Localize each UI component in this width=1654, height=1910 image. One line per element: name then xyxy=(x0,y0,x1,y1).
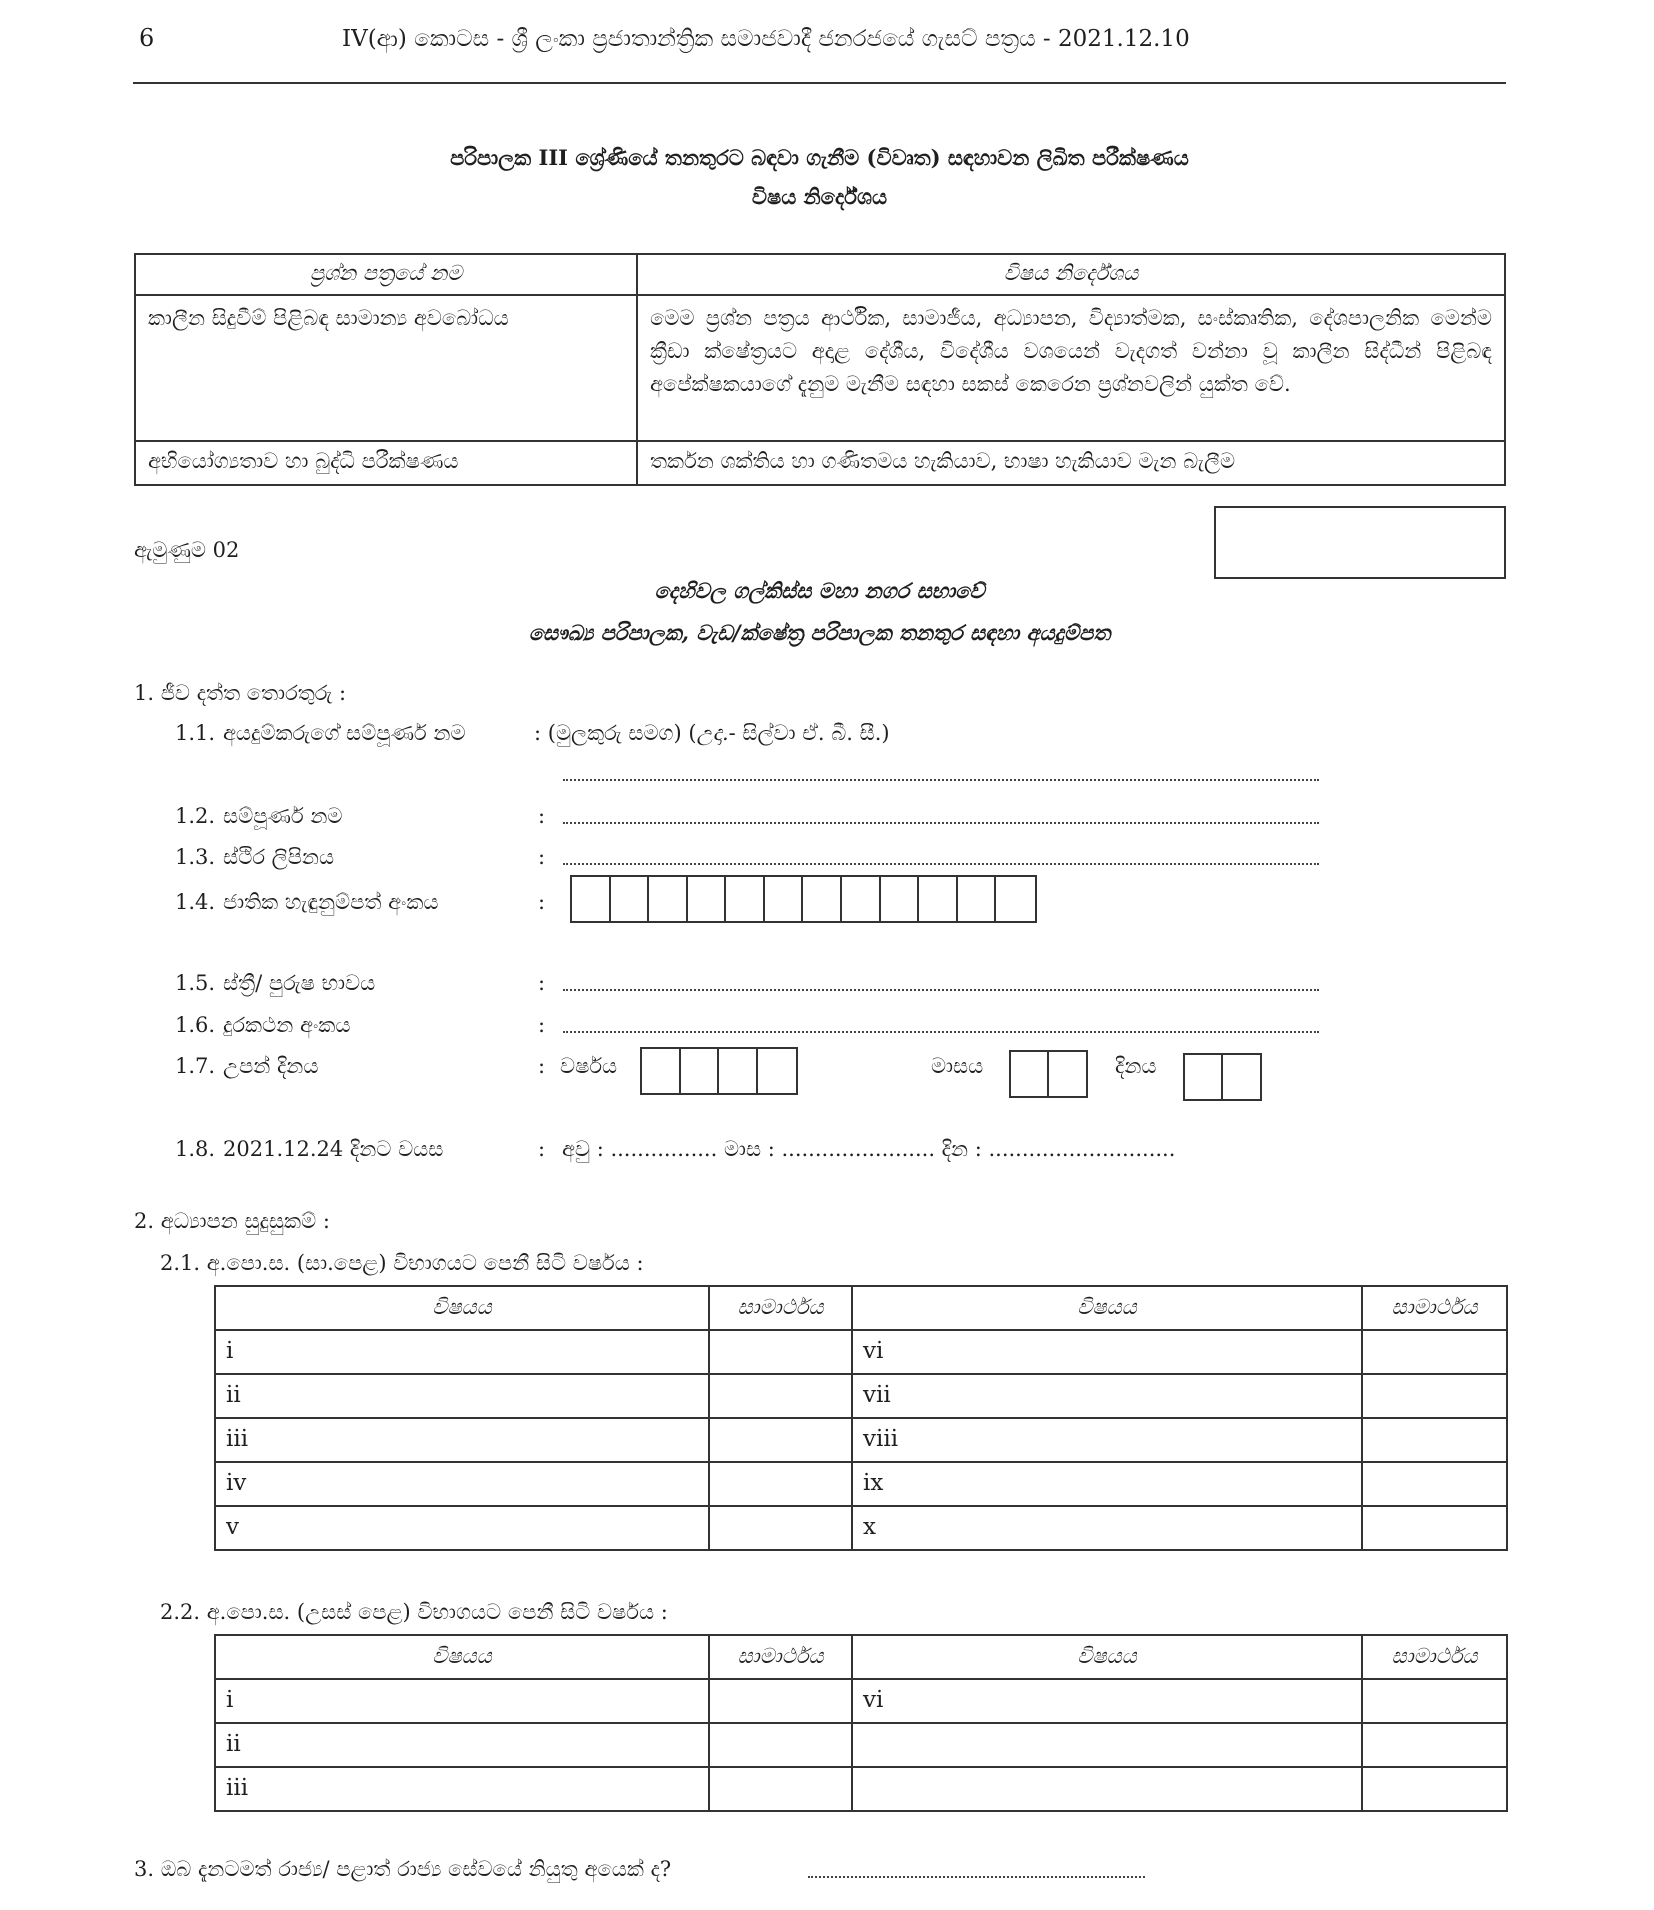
grade-cell[interactable] xyxy=(1362,1418,1507,1462)
column-header: සාමාර්ථය xyxy=(1362,1635,1507,1679)
age-fields[interactable]: අවු : ................ මාස : ....................... දින : ............................ xyxy=(562,1137,1176,1161)
phone-input[interactable] xyxy=(563,1031,1319,1033)
field-label-nic: ජාතික හැඳුනුම්පත් අංකය xyxy=(223,890,439,914)
birth-year-boxes[interactable] xyxy=(640,1047,798,1095)
field-label-full-name: සම්පූර්ණ නම xyxy=(223,804,343,828)
field-colon: : xyxy=(538,1054,546,1078)
grade-cell[interactable] xyxy=(709,1374,852,1418)
council-name: දෙහිවල ගල්කිස්ස මහා නගර සභාවේ xyxy=(654,578,985,603)
field-number: 1.4. xyxy=(175,890,216,914)
syllabus-text: තර්කන ශක්තිය හා ගණිතමය හැකියාව, භාෂා හැකියාව මැන බැලීම xyxy=(637,441,1505,485)
grade-cell[interactable] xyxy=(709,1506,852,1550)
subject-cell[interactable]: iii xyxy=(215,1767,709,1811)
column-header: විෂයය xyxy=(215,1286,709,1330)
grade-cell[interactable] xyxy=(1362,1374,1507,1418)
column-header: ප්‍රශ්න පත්‍රයේ නම xyxy=(135,254,637,295)
year-label: වර්ෂය xyxy=(560,1054,618,1078)
grade-cell[interactable] xyxy=(709,1418,852,1462)
field-number: 1.5. xyxy=(175,971,216,995)
paper-name: කාලීන සිදුවීම් පිළිබඳ සාමාන්‍ය අවබෝධය xyxy=(135,295,637,441)
syllabus-text: මෙම ප්‍රශ්න පත්‍රය ආර්ථික, සාමාජීය, අධ්‍යාපන, විද්‍යාත්මක, සංස්කෘතික, දේශපාලනික මෙන්ම ක්‍රීඩා ක්ෂේත්‍රයට අදාළ දේශීය, විදේශීය වශයෙන් වැදගත් වන්නා වූ කාලීන සිද්ධීන් පිළිබඳ අපේක්ෂකයාගේ දැනුම මැනීම සඳහා සකස් කෙරෙන ප්‍රශ්නවලින් යුක්ත වේ. xyxy=(637,295,1505,441)
field-colon: : xyxy=(538,890,546,914)
field-number: 1.6. xyxy=(175,1013,216,1037)
annex-label: ඇමුණුම 02 xyxy=(134,538,240,562)
field-label-age: 2021.12.24 දිනට වයස xyxy=(223,1137,444,1161)
field-number: 1.2. xyxy=(175,804,216,828)
birth-day-boxes[interactable] xyxy=(1183,1053,1262,1101)
subject-cell[interactable]: ii xyxy=(215,1374,709,1418)
field-colon: : xyxy=(538,804,546,828)
subject-cell[interactable]: iii xyxy=(215,1418,709,1462)
column-header: සාමාර්ථය xyxy=(709,1635,852,1679)
grade-cell[interactable] xyxy=(709,1679,852,1723)
section-2-heading: 2. අධ්‍යාපන සුදුසුකම් : xyxy=(134,1209,330,1233)
field-label-dob: උපන් දිනය xyxy=(223,1054,319,1078)
grade-cell[interactable] xyxy=(1362,1330,1507,1374)
grade-cell[interactable] xyxy=(709,1330,852,1374)
form-title: සෞඛ්‍ය පරිපාලක, වැඩ/ක්ෂේත්‍ර පරිපාලක තනතුර සඳහා අයදුම්පත xyxy=(528,620,1111,645)
column-header: සාමාර්ථය xyxy=(709,1286,852,1330)
field-number: 1.1. xyxy=(175,721,216,745)
field-colon: : xyxy=(538,1013,546,1037)
subject-cell[interactable]: ii xyxy=(215,1723,709,1767)
page-number: 6 xyxy=(139,24,155,52)
subject-cell[interactable]: x xyxy=(852,1506,1362,1550)
section-1-heading: 1. ජීව දත්ත තොරතුරු : xyxy=(134,681,347,705)
field-label-phone: දුරකථන අංකය xyxy=(223,1013,351,1037)
running-title: IV(ආ) කොටස - ශ්‍රී ලංකා ප්‍රජාතාන්ත්‍රික සමාජවාදී ජනරජයේ ගැසට් පත්‍රය - 2021.12.10 xyxy=(342,26,1190,52)
exam-title: පරිපාලක III ශ්‍රේණියේ තනතුරට බඳවා ගැනීම (විවෘත) සඳහාවන ලිඛිත පරීක්ෂණය xyxy=(450,145,1189,170)
field-colon: : xyxy=(538,1137,546,1161)
office-use-box xyxy=(1214,506,1506,579)
subject-cell[interactable]: viii xyxy=(852,1418,1362,1462)
al-results-table xyxy=(214,1634,1508,1812)
table-row xyxy=(215,1679,1507,1723)
permanent-address-input[interactable] xyxy=(563,863,1319,865)
subject-cell[interactable]: ix xyxy=(852,1462,1362,1506)
grade-cell[interactable] xyxy=(1362,1679,1507,1723)
field-label-gender: ස්ත්‍රී/ පුරුෂ භාවය xyxy=(223,971,376,995)
table-row xyxy=(215,1723,1507,1767)
subject-cell[interactable] xyxy=(852,1767,1362,1811)
government-service-answer-input[interactable] xyxy=(808,1876,1145,1878)
table-row xyxy=(215,1330,1507,1374)
subject-cell[interactable]: v xyxy=(215,1506,709,1550)
grade-cell[interactable] xyxy=(709,1723,852,1767)
subject-cell[interactable]: i xyxy=(215,1330,709,1374)
grade-cell[interactable] xyxy=(709,1462,852,1506)
field-note xyxy=(534,721,890,746)
field-colon: : xyxy=(538,845,546,869)
al-heading: 2.2. අ.පො.ස. (උසස් පෙළ) විභාගයට පෙනී සිටි වර්ෂය : xyxy=(160,1600,668,1624)
note-text: : (මුලකුරු සමග) ( xyxy=(534,721,697,745)
table-row xyxy=(215,1418,1507,1462)
birth-month-boxes[interactable] xyxy=(1009,1050,1088,1098)
field-label-address: ස්ථිර ලිපිනය xyxy=(223,845,335,869)
column-header: විෂයය xyxy=(215,1635,709,1679)
column-header: විෂයය xyxy=(852,1635,1362,1679)
day-label: දිනය xyxy=(1115,1054,1157,1078)
field-colon: : xyxy=(538,971,546,995)
subject-cell[interactable]: iv xyxy=(215,1462,709,1506)
full-name-initials-input[interactable] xyxy=(563,779,1319,781)
grade-cell[interactable] xyxy=(1362,1767,1507,1811)
subject-cell[interactable]: vi xyxy=(852,1679,1362,1723)
field-number: 1.3. xyxy=(175,845,216,869)
table-row xyxy=(215,1767,1507,1811)
full-name-input[interactable] xyxy=(563,822,1319,824)
nic-number-boxes[interactable] xyxy=(570,875,1037,923)
table-row xyxy=(215,1374,1507,1418)
gender-input[interactable] xyxy=(563,989,1319,991)
table-row xyxy=(215,1462,1507,1506)
paper-name: අභියෝග්‍යතාව හා බුද්ධි පරීක්ෂණය xyxy=(135,441,637,485)
syllabus-table xyxy=(134,253,1506,486)
grade-cell[interactable] xyxy=(1362,1723,1507,1767)
grade-cell[interactable] xyxy=(1362,1462,1507,1506)
grade-cell[interactable] xyxy=(1362,1506,1507,1550)
example-prefix: උදා. xyxy=(696,721,729,745)
month-label: මාසය xyxy=(931,1054,984,1078)
grade-cell[interactable] xyxy=(709,1767,852,1811)
header-rule xyxy=(133,82,1506,84)
field-number: 1.8. xyxy=(175,1137,216,1161)
table-row xyxy=(215,1506,1507,1550)
ol-heading: 2.1. අ.පො.ස. (සා.පෙළ) විභාගයට පෙනී සිටි වර්ෂය : xyxy=(160,1251,644,1275)
exam-subtitle: විෂය නිර්දේශය xyxy=(751,184,888,209)
ol-results-table xyxy=(214,1285,1508,1551)
example-text: - සිල්වා ඒ. බී. සී.) xyxy=(728,721,890,745)
column-header: විෂයය xyxy=(852,1286,1362,1330)
field-number: 1.7. xyxy=(175,1054,216,1078)
column-header: විෂය නිර්දේශය xyxy=(637,254,1505,295)
subject-cell[interactable]: vi xyxy=(852,1330,1362,1374)
column-header: සාමාර්ථය xyxy=(1362,1286,1507,1330)
subject-cell[interactable] xyxy=(852,1723,1362,1767)
section-3-question: 3. ඔබ දැනටමත් රාජ්‍ය/ පළාත් රාජ්‍ය සේවයේ නියුතු අයෙක් ද? xyxy=(134,1857,672,1881)
subject-cell[interactable]: vii xyxy=(852,1374,1362,1418)
field-label-full-name-initials: අයදුම්කරුගේ සම්පූර්ණ නම xyxy=(223,721,466,745)
subject-cell[interactable]: i xyxy=(215,1679,709,1723)
